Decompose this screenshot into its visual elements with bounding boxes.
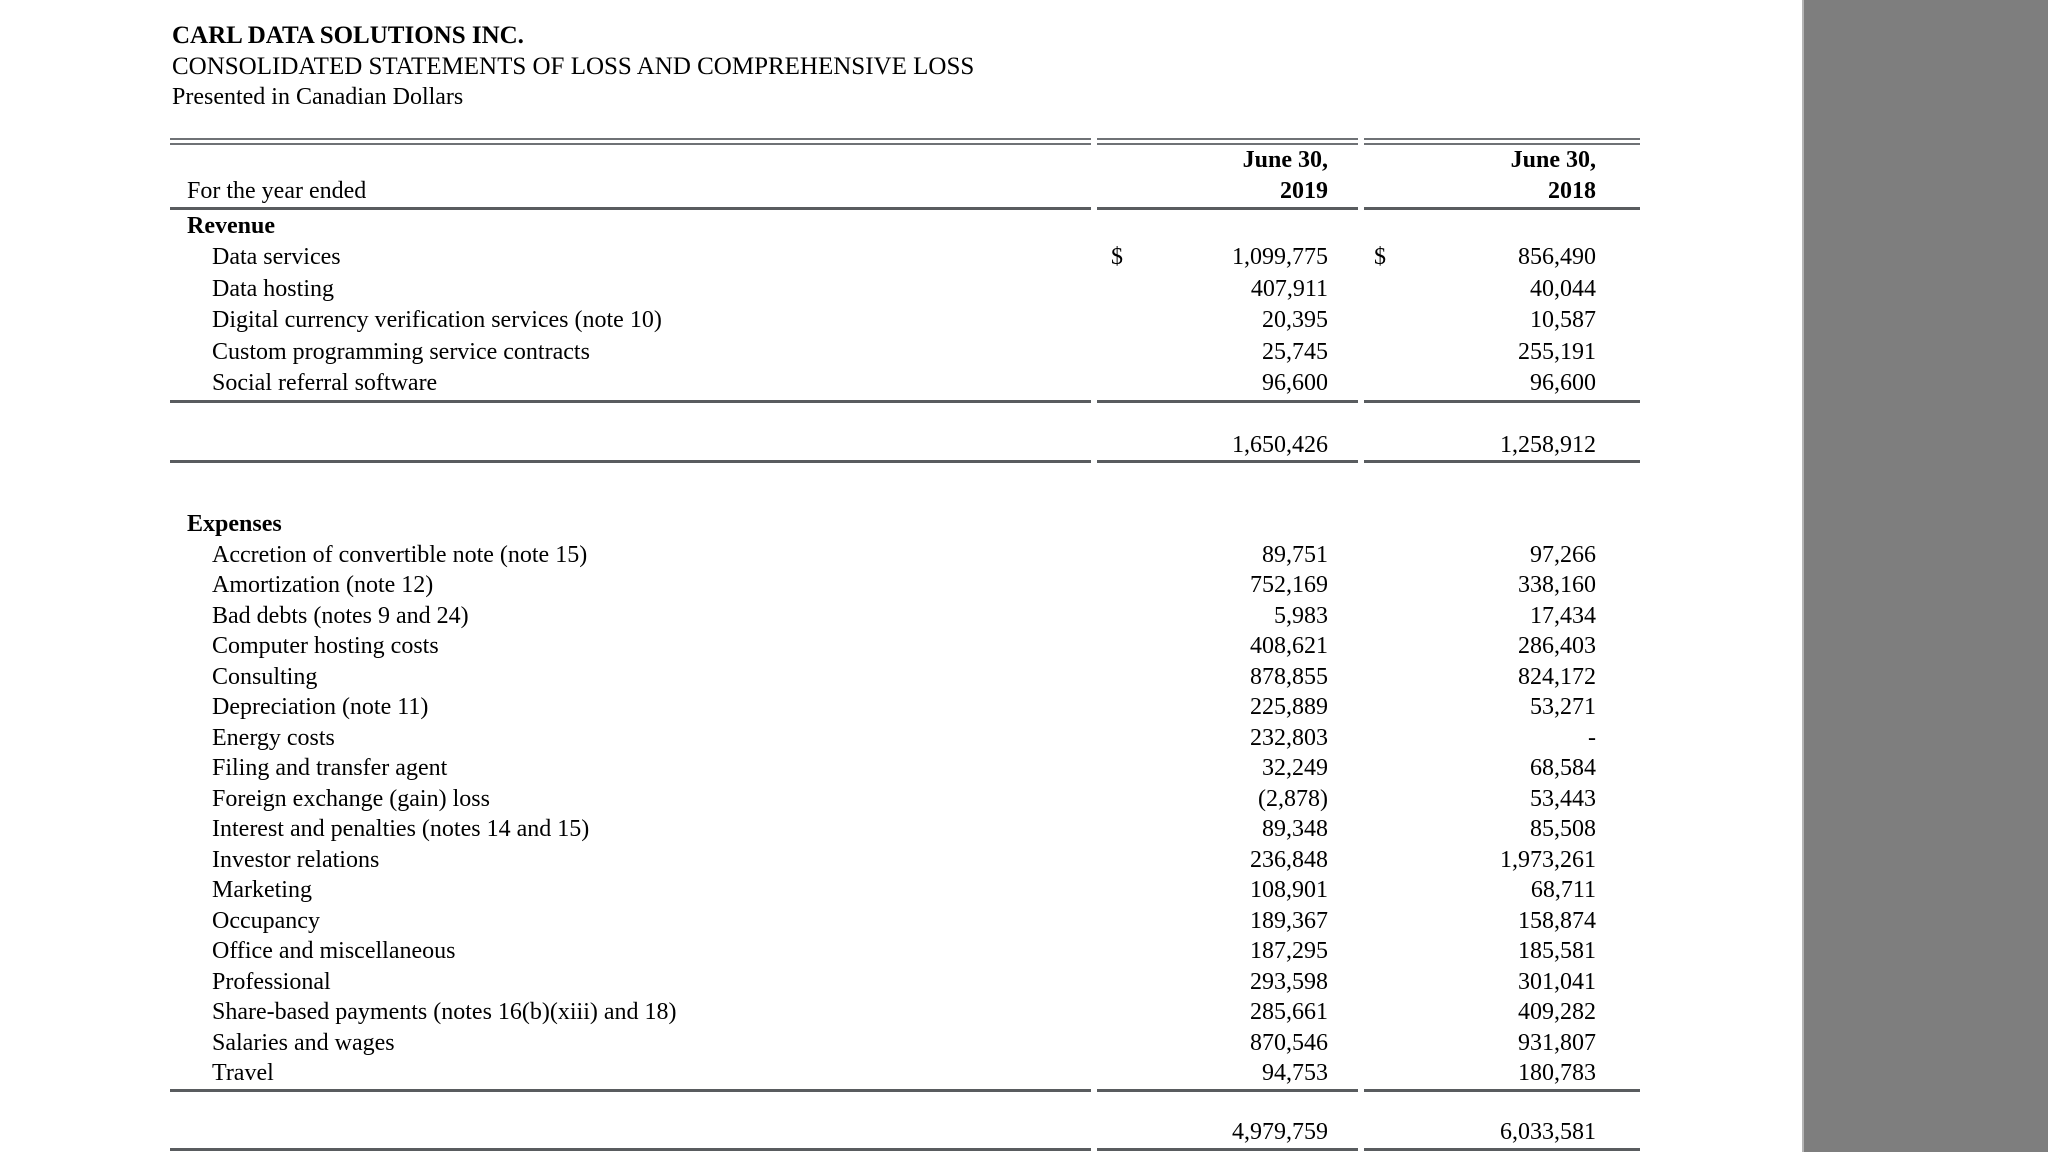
value-2018-cell	[1364, 540, 1640, 571]
section-heading-row	[170, 509, 1640, 540]
value-2019: 96,600	[1262, 370, 1328, 396]
row-label: Energy costs	[212, 724, 335, 751]
row-label: Data services	[212, 244, 341, 270]
viewer-gutter	[1802, 0, 2048, 1152]
value-2018-cell	[1364, 723, 1640, 754]
value-2019: 236,848	[1250, 846, 1328, 873]
value-2018: 185,581	[1518, 938, 1596, 964]
section-rule	[170, 1089, 1640, 1092]
value-2019-cell	[1097, 1058, 1358, 1089]
rule-segment	[1097, 138, 1358, 145]
table-row	[170, 967, 1640, 998]
value-2019: 407,911	[1250, 275, 1328, 302]
value-2018: 180,783	[1518, 1060, 1596, 1086]
value-2018-cell	[1364, 784, 1640, 815]
value-2019: 25,745	[1262, 338, 1328, 365]
value-2018: 97,266	[1530, 541, 1596, 568]
value-2018: 409,282	[1518, 999, 1596, 1025]
value-2019: 94,753	[1262, 1060, 1328, 1086]
value-2018-cell	[1364, 662, 1640, 693]
value-2018: 931,807	[1518, 1029, 1596, 1056]
table-row	[170, 845, 1640, 876]
column-header	[1364, 145, 1640, 175]
company-name: CARL DATA SOLUTIONS INC.	[172, 22, 524, 49]
value-2019-cell	[1097, 906, 1358, 937]
rule-segment	[170, 138, 1091, 145]
value-2018: 40,044	[1530, 275, 1596, 302]
value-2018: 68,711	[1530, 877, 1596, 903]
table-row	[170, 692, 1640, 723]
table-header-line2	[170, 175, 1640, 207]
value-2018-cell	[1364, 906, 1640, 937]
row-label: Data hosting	[212, 275, 334, 302]
row-label: Digital currency verification services (note 10)	[212, 307, 662, 333]
value-2019-cell	[1097, 570, 1358, 601]
row-label: Share-based payments (notes 16(b)(xiii) and 18)	[212, 999, 677, 1025]
value-2019: 225,889	[1250, 694, 1328, 720]
table-row	[170, 1028, 1640, 1059]
value-2019-cell	[1097, 1028, 1358, 1059]
table-row	[170, 601, 1640, 632]
total-rule	[170, 1148, 1640, 1151]
table-row	[170, 337, 1640, 369]
page-content	[170, 20, 1640, 1151]
row-label: Office and miscellaneous	[212, 938, 456, 964]
row-label: Consulting	[212, 663, 318, 690]
value-2018-cell	[1364, 692, 1640, 723]
value-2019: 232,803	[1250, 724, 1328, 751]
value-2019-cell	[1097, 540, 1358, 571]
rule-segment	[1364, 400, 1640, 403]
value-2018-cell	[1364, 814, 1640, 845]
rule-segment	[170, 1148, 1091, 1151]
row-label: Amortization (note 12)	[212, 572, 434, 598]
value-2018-cell	[1364, 1058, 1640, 1089]
value-2019-cell	[1097, 662, 1358, 693]
statement-title: CONSOLIDATED STATEMENTS OF LOSS AND COMPREHENSIVE LOSS	[172, 53, 975, 80]
value-2019-cell	[1097, 692, 1358, 723]
value-2018-cell	[1364, 430, 1640, 460]
value-2018-cell	[1364, 845, 1640, 876]
rule-segment	[1364, 138, 1640, 145]
value-2019: 108,901	[1250, 877, 1328, 903]
value-2018-cell	[1364, 875, 1640, 906]
value-2019: 408,621	[1250, 633, 1328, 659]
table-row	[170, 906, 1640, 937]
rule-segment	[170, 400, 1091, 403]
rule-segment	[1097, 1089, 1358, 1092]
row-label: Computer hosting costs	[212, 633, 439, 659]
table-row	[170, 274, 1640, 306]
value-2018: 53,443	[1530, 785, 1596, 812]
column-header-year: 2018	[1548, 178, 1596, 204]
row-label: Marketing	[212, 877, 312, 903]
section-rule	[170, 400, 1640, 403]
rule-segment	[1364, 460, 1640, 463]
row-label: Travel	[212, 1060, 274, 1086]
value-2018: 10,587	[1530, 307, 1596, 333]
rule-segment	[1364, 1089, 1640, 1092]
value-2019-cell	[1097, 430, 1358, 460]
value-2018-cell	[1364, 305, 1640, 337]
section-heading-row	[170, 210, 1640, 242]
row-label: Interest and penalties (notes 14 and 15)	[212, 816, 590, 842]
value-2019: 187,295	[1250, 938, 1328, 964]
value-2019: 20,395	[1262, 307, 1328, 333]
table-top-rule	[170, 138, 1640, 145]
table-row	[170, 242, 1640, 274]
rule-segment	[1364, 207, 1640, 210]
rule-segment	[1364, 1148, 1640, 1151]
spacer	[170, 1092, 1640, 1117]
section-heading: Revenue	[187, 213, 275, 239]
table-row	[170, 784, 1640, 815]
value-2019: 4,979,759	[1232, 1118, 1328, 1145]
value-2018: 1,258,912	[1500, 431, 1596, 458]
total-rule	[170, 460, 1640, 463]
value-2018-cell	[1364, 936, 1640, 967]
value-2018: 85,508	[1530, 816, 1596, 842]
value-2018: 53,271	[1530, 694, 1596, 720]
row-label: Professional	[212, 968, 331, 995]
value-2018-cell	[1364, 997, 1640, 1028]
value-2018: 301,041	[1518, 968, 1596, 995]
table-row	[170, 936, 1640, 967]
value-2019-cell	[1097, 875, 1358, 906]
value-2019-cell	[1097, 631, 1358, 662]
table-row	[170, 753, 1640, 784]
column-header-year: 2019	[1280, 178, 1328, 204]
value-2018: 286,403	[1518, 633, 1596, 659]
value-2019: 1,650,426	[1232, 431, 1328, 458]
value-2019: 878,855	[1250, 663, 1328, 690]
value-2019: 89,348	[1262, 816, 1328, 842]
value-2018-cell	[1364, 337, 1640, 369]
value-2018-cell	[1364, 1117, 1640, 1148]
value-2019-cell	[1097, 997, 1358, 1028]
value-2019-cell	[1097, 337, 1358, 369]
row-label: Foreign exchange (gain) loss	[212, 785, 490, 812]
value-2018: 856,490	[1518, 244, 1596, 270]
table-row	[170, 1058, 1640, 1089]
table-row	[170, 368, 1640, 400]
value-2018-cell	[1364, 1028, 1640, 1059]
value-2018: 338,160	[1518, 572, 1596, 598]
value-2019: 293,598	[1250, 968, 1328, 995]
value-2018-cell	[1364, 631, 1640, 662]
spacer	[170, 463, 1640, 509]
row-label: Custom programming service contracts	[212, 338, 590, 365]
value-2018: -	[1588, 724, 1596, 751]
column-header-month: June 30,	[1510, 147, 1596, 173]
value-2019-cell	[1097, 368, 1358, 400]
currency-symbol: $	[1374, 244, 1386, 270]
value-2019-cell	[1097, 845, 1358, 876]
currency-symbol: $	[1111, 244, 1123, 270]
value-2018-cell	[1364, 242, 1640, 274]
value-2019: 285,661	[1250, 999, 1328, 1025]
rule-segment	[1097, 207, 1358, 210]
row-label: Investor relations	[212, 846, 380, 873]
financial-statement-table	[170, 138, 1640, 1151]
value-2018-cell	[1364, 753, 1640, 784]
value-2019-cell	[1097, 814, 1358, 845]
value-2018: 6,033,581	[1500, 1118, 1596, 1145]
value-2019: 752,169	[1250, 572, 1328, 598]
column-header	[1097, 175, 1358, 207]
rule-segment	[1097, 400, 1358, 403]
table-row	[170, 305, 1640, 337]
rule-segment	[1097, 460, 1358, 463]
value-2019-cell	[1097, 1117, 1358, 1148]
value-2019: 89,751	[1262, 541, 1328, 568]
rule-segment	[170, 1089, 1091, 1092]
row-label: Filing and transfer agent	[212, 755, 448, 781]
value-2019-cell	[1097, 936, 1358, 967]
value-2019-cell	[1097, 967, 1358, 998]
value-2019: 5,983	[1274, 602, 1328, 629]
value-2018-cell	[1364, 274, 1640, 306]
table-row	[170, 540, 1640, 571]
value-2018: 1,973,261	[1500, 846, 1596, 873]
table-row	[170, 997, 1640, 1028]
column-header	[1364, 175, 1640, 207]
value-2019: (2,878)	[1258, 785, 1328, 812]
value-2018: 824,172	[1518, 663, 1596, 690]
value-2019-cell	[1097, 242, 1358, 274]
value-2018: 158,874	[1518, 907, 1596, 934]
section-total-row	[170, 1117, 1640, 1148]
value-2019-cell	[1097, 305, 1358, 337]
currency-note: Presented in Canadian Dollars	[172, 84, 464, 110]
value-2018-cell	[1364, 601, 1640, 632]
row-label: Depreciation (note 11)	[212, 694, 429, 720]
section-heading: Expenses	[187, 510, 282, 537]
value-2019: 1,099,775	[1232, 244, 1328, 270]
row-label: Accretion of convertible note (note 15)	[212, 541, 588, 568]
value-2019-cell	[1097, 274, 1358, 306]
table-header-line1	[170, 145, 1640, 175]
value-2019-cell	[1097, 784, 1358, 815]
period-label: For the year ended	[187, 178, 367, 204]
value-2018-cell	[1364, 368, 1640, 400]
table-row	[170, 570, 1640, 601]
value-2019-cell	[1097, 723, 1358, 754]
value-2018: 68,584	[1530, 755, 1596, 781]
table-row	[170, 723, 1640, 754]
value-2019: 189,367	[1250, 907, 1328, 934]
value-2018: 17,434	[1530, 602, 1596, 629]
table-row	[170, 631, 1640, 662]
value-2019-cell	[1097, 601, 1358, 632]
value-2018-cell	[1364, 967, 1640, 998]
rule-segment	[1097, 1148, 1358, 1151]
value-2018: 255,191	[1518, 338, 1596, 365]
row-label: Salaries and wages	[212, 1029, 395, 1056]
table-row	[170, 814, 1640, 845]
section-total-row	[170, 430, 1640, 460]
value-2019-cell	[1097, 753, 1358, 784]
value-2019: 32,249	[1262, 755, 1328, 781]
row-label: Bad debts (notes 9 and 24)	[212, 602, 469, 629]
column-header-month: June 30,	[1242, 147, 1328, 173]
value-2018-cell	[1364, 570, 1640, 601]
table-row	[170, 875, 1640, 906]
row-label: Occupancy	[212, 907, 320, 934]
column-header	[1097, 145, 1358, 175]
value-2018: 96,600	[1530, 370, 1596, 396]
rule-segment	[170, 460, 1091, 463]
table-row	[170, 662, 1640, 693]
row-label: Social referral software	[212, 370, 438, 396]
spacer	[170, 403, 1640, 430]
value-2019: 870,546	[1250, 1029, 1328, 1056]
